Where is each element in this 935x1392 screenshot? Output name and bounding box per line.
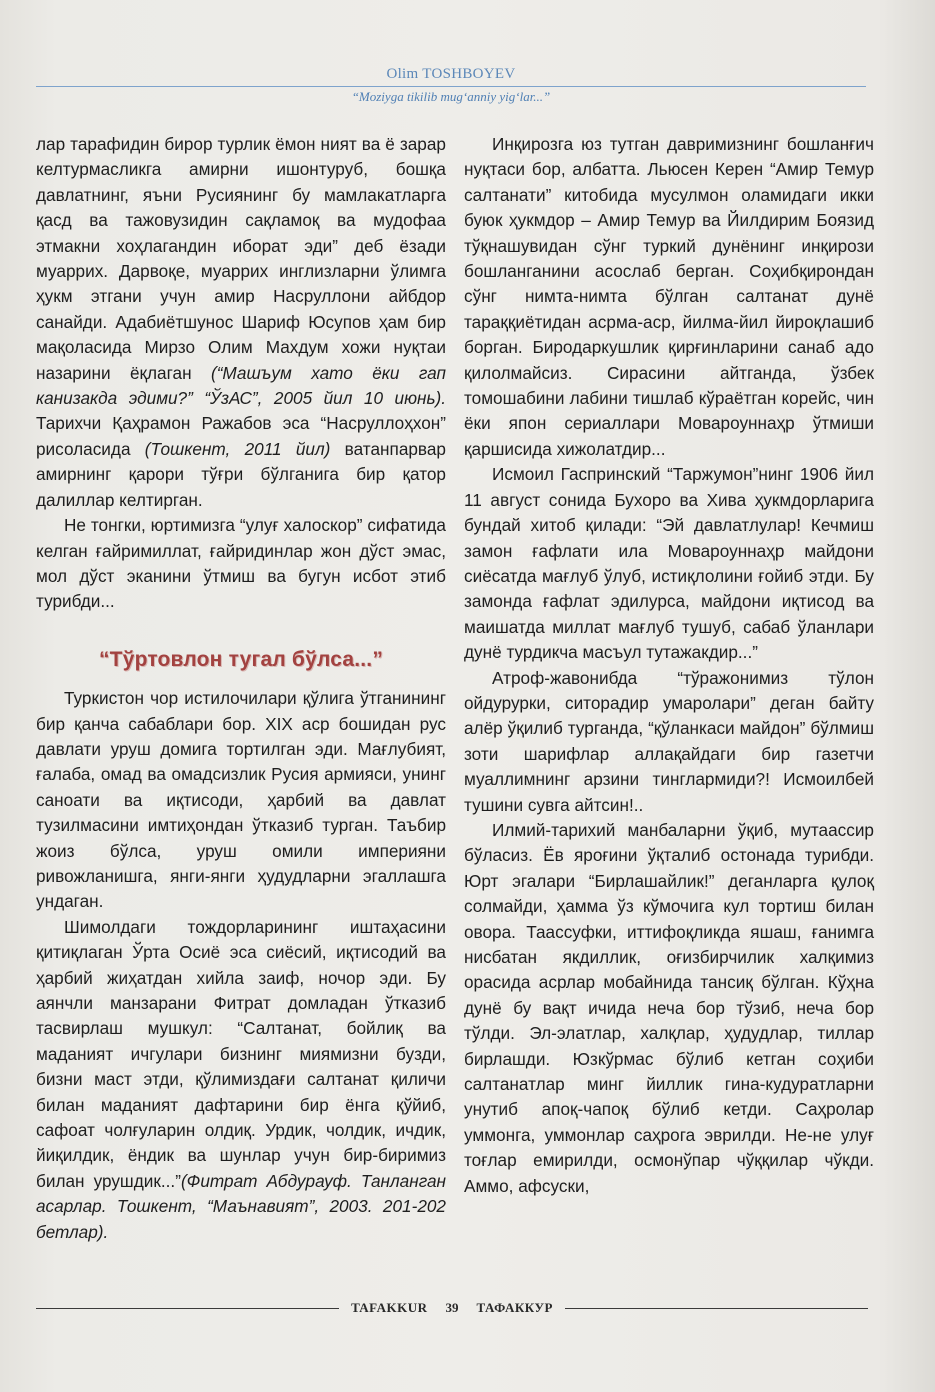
- footer-label-latin: TAFAKKUR: [351, 1300, 428, 1315]
- running-header: [36, 66, 866, 105]
- citation: (“Машъум хато ёки гап канизакда эдими?” “ЎзАС”, 2005 йил 10 июнь).: [36, 362, 446, 409]
- right-paragraph-4: Илмий-тарихий манбаларни ўқиб, мутаассир бўласиз. Ёв яроғини ўқталиб остонада турибди. Юрт эгалари “Бирлашайлик!” деганларга қулоқ солмайди, ҳамма ўз кўмочига кул тортиш билан овора. Таассуфки, иттифоқликда яшаш, ғанимга нисбатан якдиллик, оғизбирчилик халқимиз орасида асрлар мобайнида тансиқ бўлган. Кўҳна дунё бу вақт ичида неча бор тўзиб, неча бор тўлди. Эл-элатлар, халқлар, ҳудудлар, тиллар бирлашди. Юзкўрмас бўлиб кетган соҳиби салтанатлар минг йиллик гина-кудуратларни унутиб апоқ-чапоқ бўлиб кетди. Саҳролар уммонга, уммонлар саҳрога эврилди. Не-не улуғ тоғлар емирилди, осмонўпар чўққилар чўкди. Аммо, афсуски,: [464, 819, 874, 1196]
- citation: (Тошкент, 2011 йил): [144, 438, 331, 459]
- citation: (Фитрат Абдурауф. Танланган асарлар. Тошкент, “Маънавият”, 2003. 201-202 бетлар).: [36, 1170, 447, 1242]
- left-column: [36, 132, 446, 1245]
- left-paragraph-4: [36, 915, 446, 1245]
- footer-rule-left: [36, 1308, 339, 1309]
- footer-label-cyrillic: ТАФАККУР: [476, 1300, 553, 1315]
- header-rule: [36, 86, 866, 87]
- page-footer: [36, 1298, 868, 1318]
- left-paragraph-1: [36, 132, 446, 513]
- page-number: 39: [445, 1300, 459, 1315]
- header-author: Olim TOSHBOYEV: [386, 66, 516, 82]
- right-column: [464, 132, 874, 1199]
- text-span: лар тарафидин бирор турлик ёмон ният ва ё зарар келтурмасликга амирни ишонтуруб, бошқа давлатнинг, яъни Русиянинг бу мамлакатларга қасд ва тажовузидин сақламоқ ва мудофаа этмакни хоҳлагандин иборат эди” деб ёзади муаррих. Дарвоқе, муаррих инглизларни ўлимга ҳукм этгани учун амир Насруллони айбдор санайди. Адабиётшунос Шариф Юсупов ҳам бир мақоласида Мирзо Олим Махдум хожи нуқтаи назарини ёқлаган: [36, 134, 446, 383]
- right-paragraph-2: Исмоил Гаспринский “Таржумон”нинг 1906 йил 11 август сонида Бухоро ва Хива ҳукмдорларига бундай хитоб қилади: “Эй давлатлулар! Кечмиш замон ғафлати ила Мовароуннаҳр майдони сиёсатда мағлуб ўлуб, истиқлолини ғойиб этди. Бу замонда ғафлат эдилурса, майдони иқтисод ва маишатда миллат мағлуб тушуб, сабаб ўланлари дунё турдикча масъул тутажакдир...”: [464, 464, 874, 663]
- header-subtitle: “Moziyga tikilib mug‘anniy yig‘lar...”: [351, 89, 551, 104]
- section-title: “Тўртовлон тугал бўлса...”: [98, 647, 384, 671]
- text-span: Шимолдаги тождорларининг иштаҳасини қитиқлаган Ўрта Осиё эса сиёсий, иқтисодий ва ҳарбий жиҳатдан хийла заиф, ночор эди. Бу аянчли манзарани Фитрат домладан ўтказиб тасвирлаш мушкул: “Салтанат, бойлиқ ва маданият ичгулари бизнинг миямизни бузди, бизни маст этди, қўлимиздағи салтанат қиличи билан маданият дафтарини бир ёнга қўйиб, сафоат чолғуларин олдиқ. Урдик, чолдик, ичдик, йиқилдик, ёндик ва шунлар учун бир-биримиз билан урушдик...”: [36, 916, 446, 1191]
- left-paragraph-3: Туркистон чор истилочилари қўлига ўтганининг бир қанча сабаблари бор. XIX аср бошидан рус давлати уруш домига тортилган эди. Мағлубият, ғалаба, омад ва омадсизлик Русия армияси, унинг саноати ва иқтисоди, ҳарбий ва давлат тузилмасини имтиҳондан ўтказиб турган. Таъбир жоиз бўлса, уруш омили империяни ривожланишга, янги-янги ҳудудларни эгаллашга ундаган.: [36, 688, 446, 912]
- text-span: ватанпарвар амирнинг қарори тўғри бўлганига бир қатор далиллар келтирган.: [36, 438, 446, 510]
- left-paragraph-2: Не тонгки, юртимизга “улуғ халоскор” сифатида келган ғайримиллат, ғайридинлар жон дўст эмас, мол дўст эканини ўтмиш ва бугун исбот этиб турибди...: [36, 515, 446, 612]
- footer-rule-right: [565, 1308, 868, 1309]
- text-span: Тарихчи Қаҳрамон Ражабов эса “Насруллоҳхон” рисоласида: [36, 413, 446, 459]
- right-paragraph-3: Атроф-жавонибда “тўражонимиз тўлон ойдурурки, ситорадир умаролари” деган байту алёр ўқилиб турганда, “қўланкаси майдон” бўлмиш зоти шарифлар аллақайдаги бир газетчи муаллимнинг арзини тинглармиди?! Исмоилбей тушини сувга айтсин!..: [464, 667, 874, 815]
- right-paragraph-1: Инқирозга юз тутган давримизнинг бошланғич нуқтаси бор, албатта. Льюсен Керен “Амир Темур салтанати” китобида мусулмон оламидаги икки буюк ҳукмдор – Амир Темур ва Йилдирим Боязид тўқнашувидан сўнг туркий дунёнинг инқирози бошланганини асослаб берган. Соҳибқирондан сўнг нимта-нимта бўлган салтанат дунё тараққиётидан асрма-аср, йилма-йил йироқлашиб борган. Биродаркушлик қирғинларини санаб адо қилолмайсиз. Сирасини айтганда, ўзбек томошабини лабини тишлаб кўраётган корейс, чин ёки япон сериаллари Мовароуннаҳр ўтмиши қаршисида хижолатдир...: [464, 134, 874, 459]
